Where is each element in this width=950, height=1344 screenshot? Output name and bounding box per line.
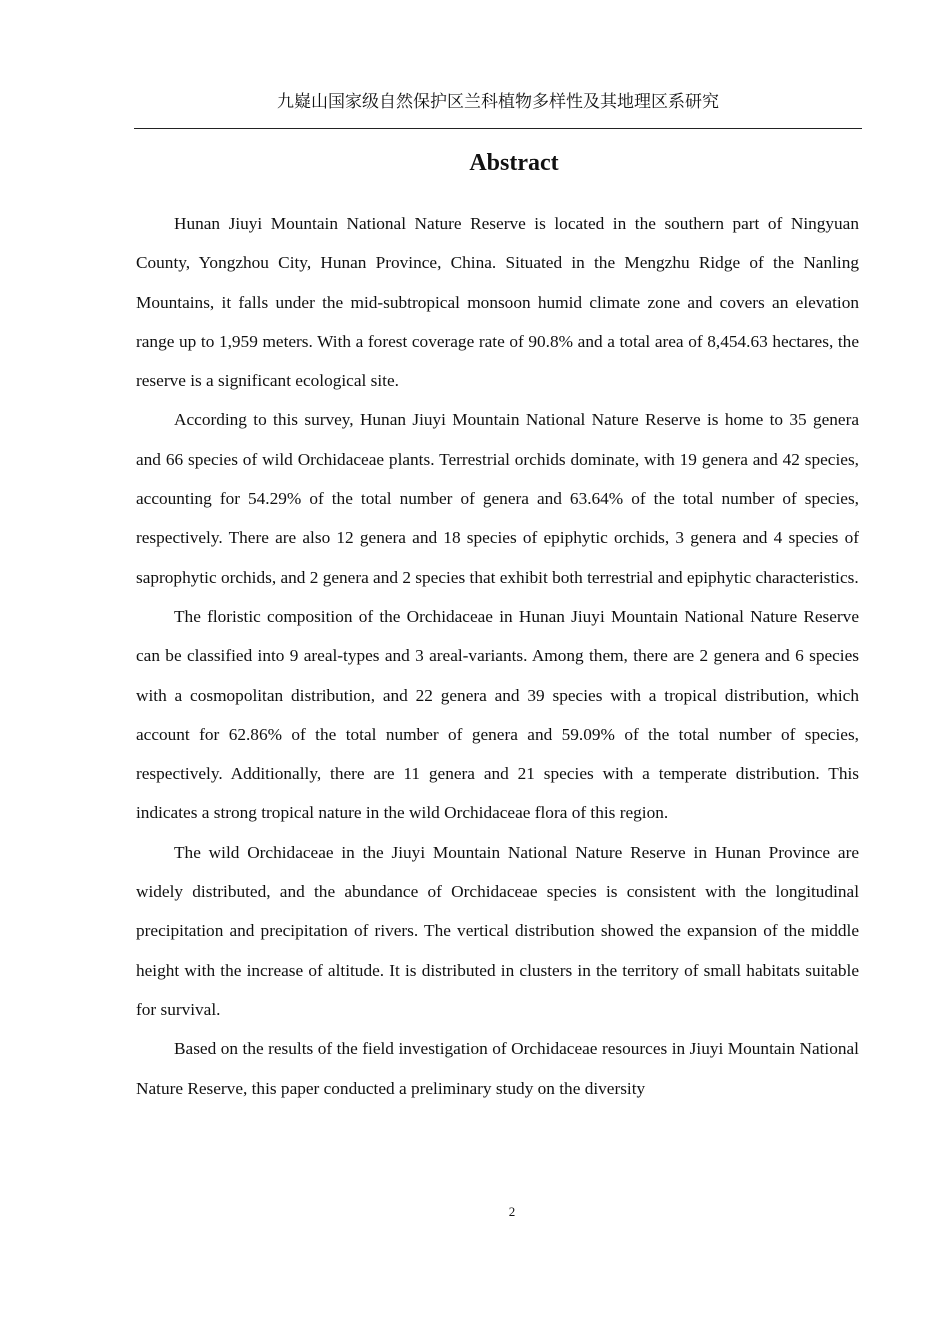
paragraph-floristic: The floristic composition of the Orchidaceae in Hunan Jiuyi Mountain National Nature Reserve can be classified into 9 areal-types and 3 areal-variants. Among them, there are 2 genera and 6 species with a cosmopolitan distribution, and 22 genera and 39 species with a tropical distribution, which account for 62.86% of the total number of genera and 59.09% of the total number of species, respectively. Additionally, there are 11 genera and 21 species with a temperate distribution. This indicates a strong tropical nature in the wild Orchidaceae flora of this region. xyxy=(136,606,859,823)
paragraph-location: Hunan Jiuyi Mountain National Nature Reserve is located in the southern part of Ningyuan County, Yongzhou City, Hunan Province, China. Situated in the Mengzhu Ridge of the Nanling Mountains, it falls under the mid-subtropical monsoon humid climate zone and covers an elevation range up to 1,959 meters. With a forest coverage rate of 90.8% and a total area of 8,454.63 hectares, the reserve is a significant ecological site. xyxy=(136,214,859,391)
page-number: 2 xyxy=(508,1204,516,1219)
abstract-body xyxy=(136,204,859,1108)
paragraph-distribution: The wild Orchidaceae in the Jiuyi Mountain National Nature Reserve in Hunan Province are widely distributed, and the abundance of Orchidaceae species is consistent with the longitudinal precipitation and precipitation of rivers. The vertical distribution showed the expansion of the middle height with the increase of altitude. It is distributed in clusters in the territory of small habitats suitable for survival. xyxy=(136,842,859,1019)
paragraph-survey: According to this survey, Hunan Jiuyi Mountain National Nature Reserve is home to 35 genera and 66 species of wild Orchidaceae plants. Terrestrial orchids dominate, with 19 genera and 42 species, accounting for 54.29% of the total number of genera and 63.64% of the total number of species, respectively. There are also 12 genera and 18 species of epiphytic orchids, 3 genera and 4 species of saprophytic orchids, and 2 genera and 2 species that exhibit both terrestrial and epiphytic characteristics. xyxy=(136,410,859,587)
section-title: Abstract xyxy=(469,150,559,176)
running-header: 九嶷山国家级自然保护区兰科植物多样性及其地理区系研究 xyxy=(277,92,719,112)
paragraph-study: Based on the results of the field investigation of Orchidaceae resources in Jiuyi Mountain National Nature Reserve, this paper conducted a preliminary study on the diversity xyxy=(136,1039,859,1098)
header-rule xyxy=(134,128,862,129)
